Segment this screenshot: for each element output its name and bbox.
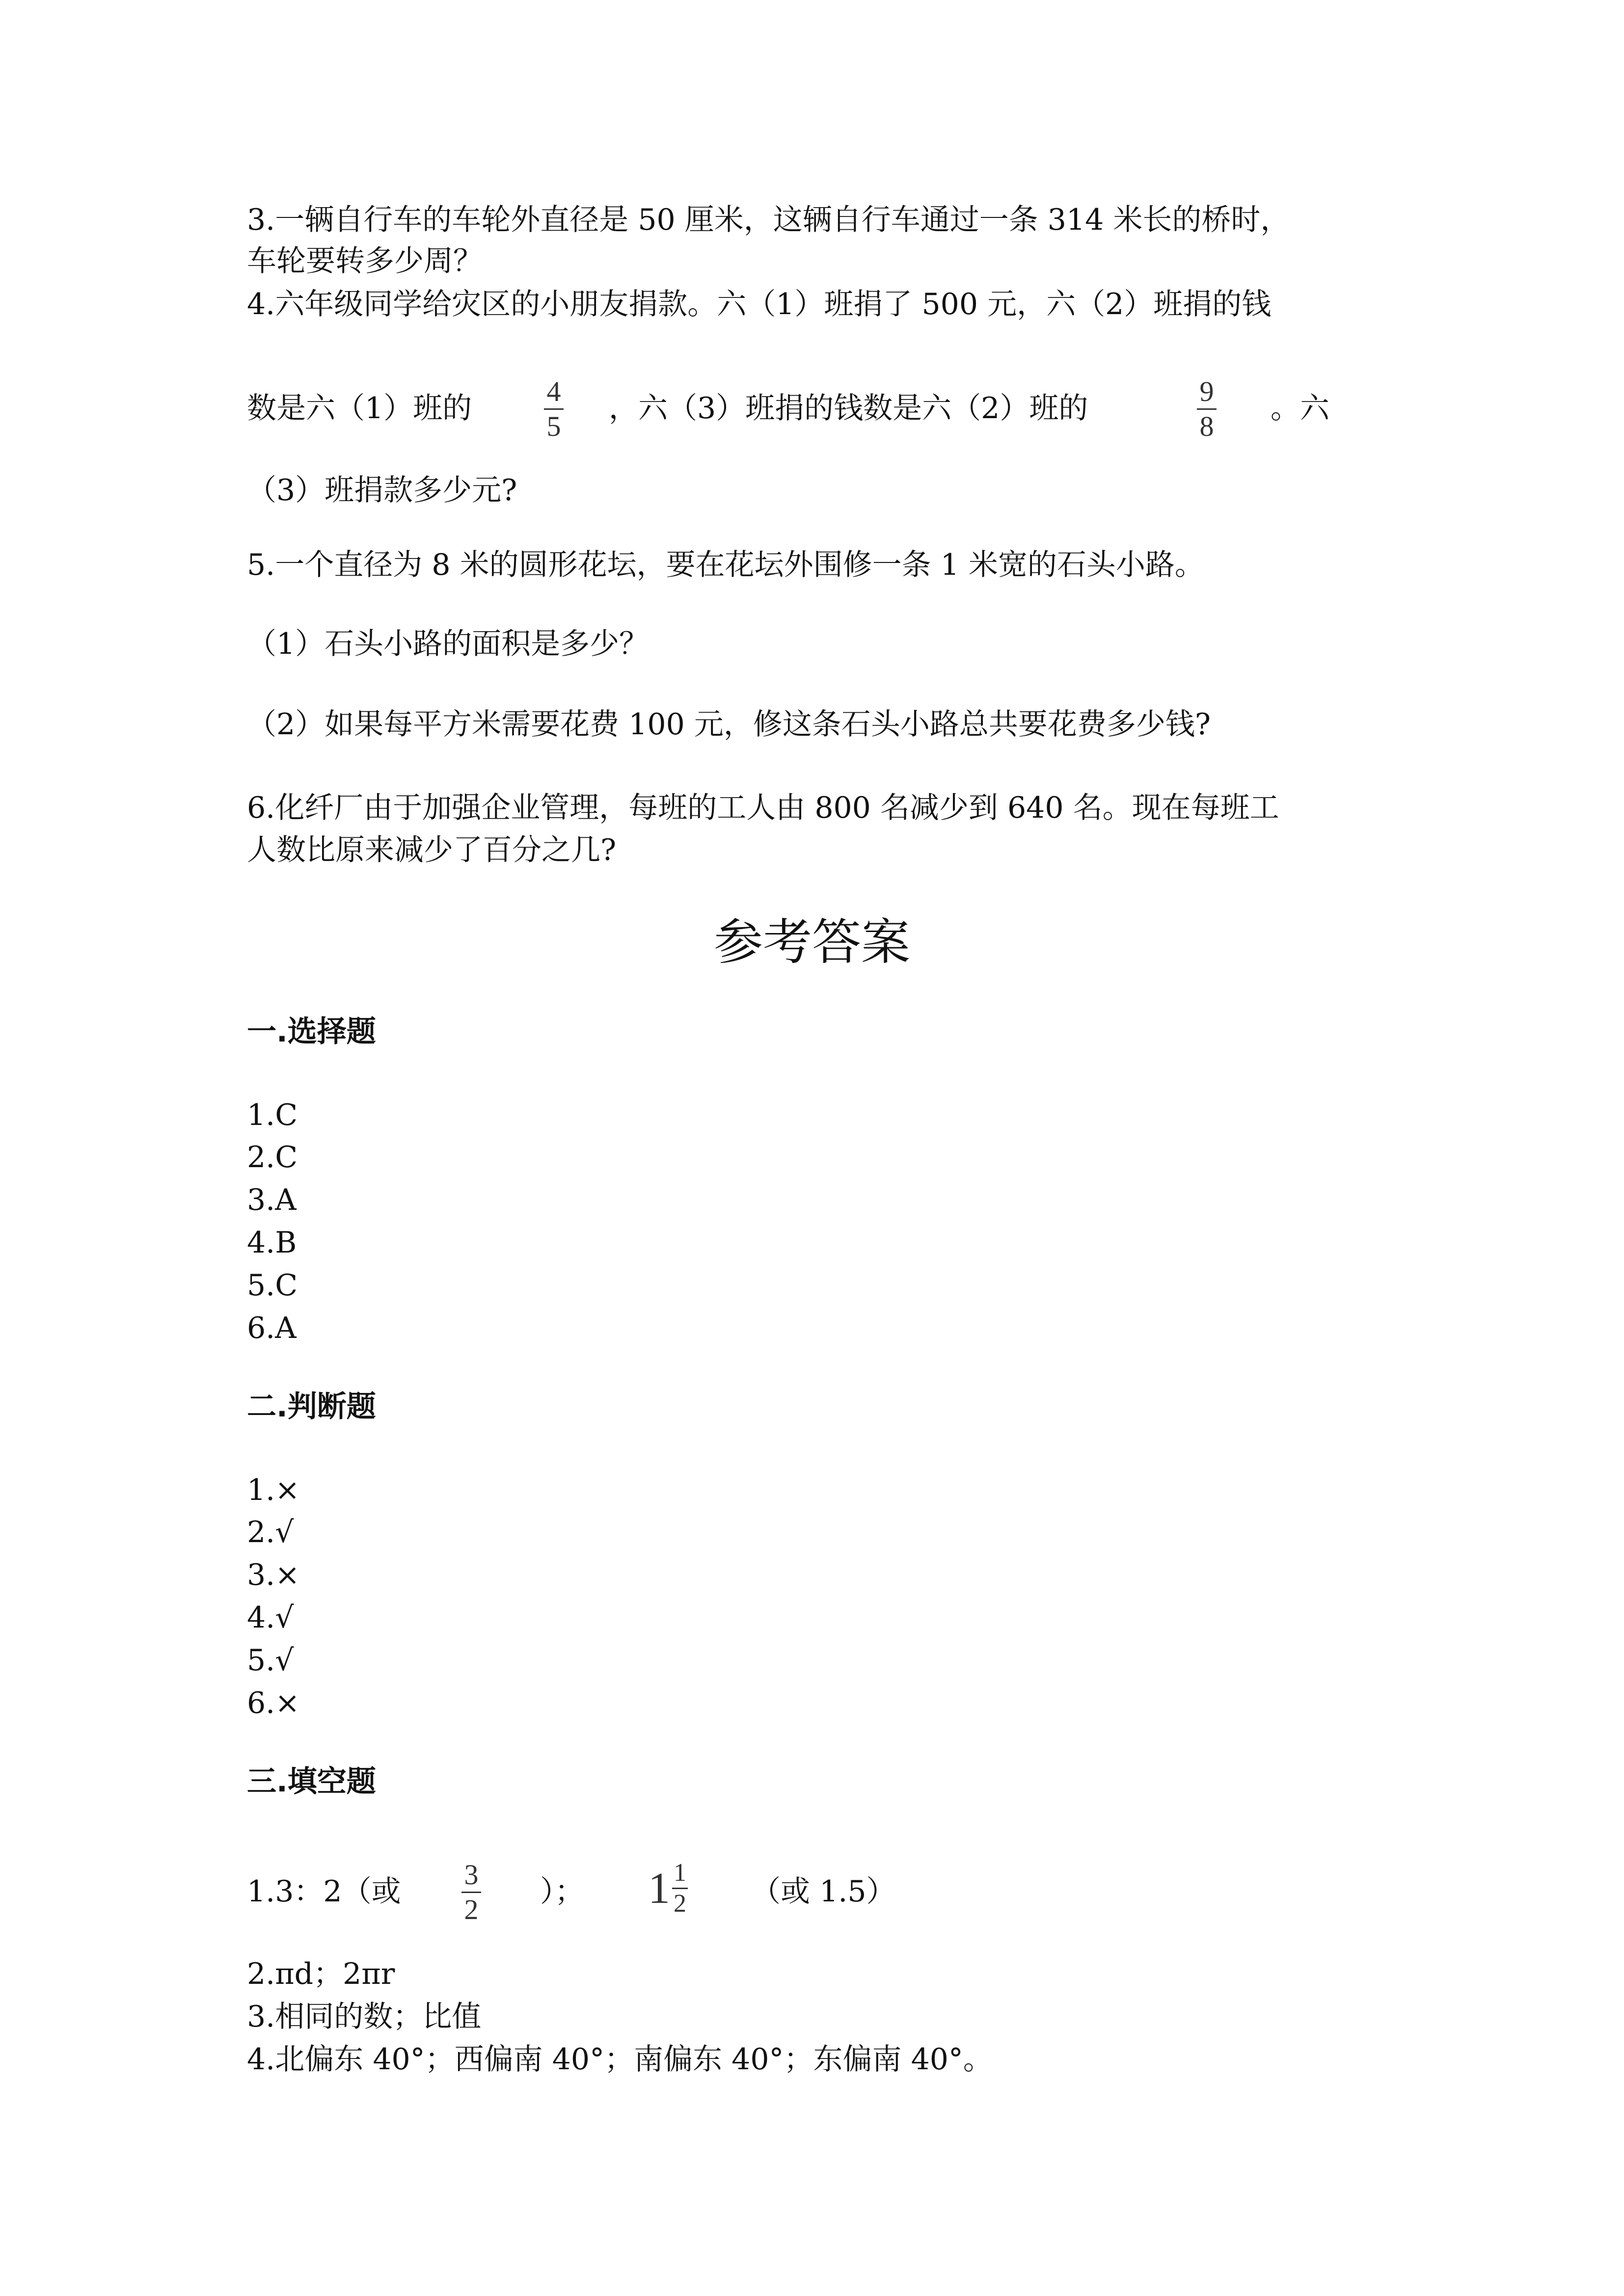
fraction-bar bbox=[1197, 408, 1217, 410]
answer-item: 5.C bbox=[247, 1268, 298, 1303]
fraction-denominator: 8 bbox=[1199, 410, 1214, 442]
fraction-bar bbox=[544, 408, 564, 410]
mixed-fraction bbox=[672, 1859, 688, 1918]
answer-item: 4.√ bbox=[247, 1601, 294, 1635]
mixed-whole: 1 bbox=[648, 1864, 670, 1913]
answer-item: 4.B bbox=[247, 1226, 297, 1260]
section-heading-choice: 一.选择题 bbox=[247, 1015, 376, 1049]
q6-line1: 6.化纤厂由于加强企业管理，每班的工人由 800 名减少到 640 名。现在每班工 bbox=[247, 791, 1279, 825]
q5-line1: 5.一个直径为 8 米的圆形花坛，要在花坛外围修一条 1 米宽的石头小路。 bbox=[247, 548, 1204, 582]
q3-line1: 3.一辆自行车的车轮外直径是 50 厘米，这辆自行车通过一条 314 米长的桥时， bbox=[247, 203, 1290, 237]
answer-1-suffix: （或 1.5） bbox=[751, 1874, 896, 1909]
answer-item: 5.√ bbox=[247, 1643, 294, 1678]
answer-4: 4.北偏东 40°；西偏南 40°；南偏东 40°；东偏南 40°。 bbox=[247, 2042, 993, 2077]
answer-1-mid: ）； bbox=[540, 1874, 584, 1909]
section-heading-fill-blank: 三.填空题 bbox=[247, 1764, 376, 1799]
answer-item: 1.C bbox=[247, 1098, 298, 1132]
fraction-bar bbox=[461, 1892, 481, 1893]
q4-fraction-9-8 bbox=[1197, 376, 1217, 442]
fraction-numerator: 1 bbox=[674, 1859, 686, 1887]
q4-fraction-4-5 bbox=[544, 376, 564, 442]
answer-item: 3.× bbox=[247, 1558, 300, 1592]
q6-line2: 人数比原来减少了百分之几? bbox=[247, 833, 617, 867]
answer-1-prefix: 1.3：2（或 bbox=[247, 1874, 401, 1909]
fraction-denominator: 2 bbox=[674, 1890, 686, 1918]
answer-item: 6.A bbox=[247, 1311, 297, 1345]
q4-line3: （3）班捐款多少元? bbox=[247, 473, 517, 507]
section-heading-judgment: 二.判断题 bbox=[247, 1389, 376, 1424]
answer-3: 3.相同的数；比值 bbox=[247, 2000, 482, 2034]
answer-item: 2.√ bbox=[247, 1515, 294, 1549]
fraction-denominator: 2 bbox=[464, 1894, 479, 1925]
fraction-denominator: 5 bbox=[546, 410, 561, 442]
answer-item: 2.C bbox=[247, 1140, 298, 1175]
answer-item: 6.× bbox=[247, 1686, 300, 1720]
answer-1-mixed-number bbox=[648, 1859, 688, 1918]
answer-item: 1.× bbox=[247, 1473, 300, 1507]
q4-line2-b: ，六（3）班捐的钱数是六（2）班的 bbox=[609, 391, 1088, 426]
q5-sub1: （1）石头小路的面积是多少？ bbox=[247, 627, 649, 661]
q5-sub2: （2）如果每平方米需要花费 100 元，修这条石头小路总共要花费多少钱? bbox=[247, 707, 1211, 742]
q4-line2-c: 。六 bbox=[1271, 391, 1329, 426]
answers-title: 参考答案 bbox=[714, 913, 910, 971]
answer-1-fraction-3-2 bbox=[461, 1859, 481, 1925]
q4-line2-a: 数是六（1）班的 bbox=[247, 391, 472, 426]
fraction-bar bbox=[672, 1888, 688, 1889]
fraction-numerator: 9 bbox=[1199, 375, 1214, 407]
answer-2: 2.πd；2πr bbox=[247, 1957, 395, 1991]
fraction-numerator: 4 bbox=[546, 375, 561, 407]
q3-line2: 车轮要转多少周？ bbox=[247, 244, 483, 278]
answer-item: 3.A bbox=[247, 1183, 297, 1217]
q4-line1: 4.六年级同学给灾区的小朋友捐款。六（1）班捐了 500 元，六（2）班捐的钱 bbox=[247, 287, 1272, 321]
fraction-numerator: 3 bbox=[464, 1859, 479, 1891]
